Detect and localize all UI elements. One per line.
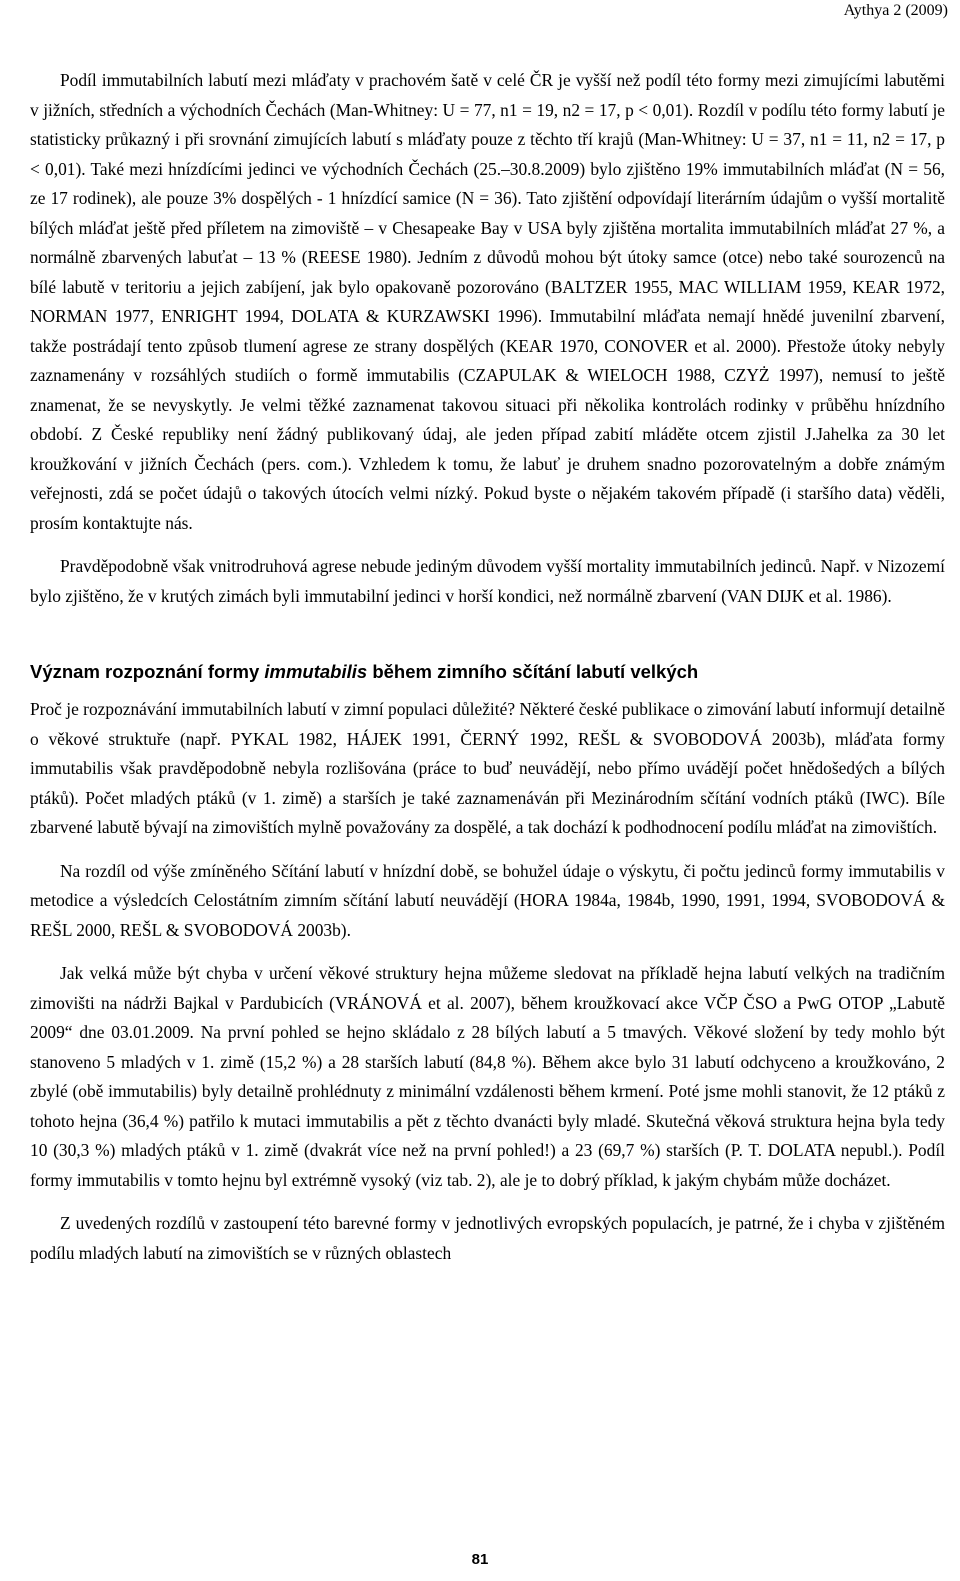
section-heading [30, 659, 945, 685]
paragraph-6: Z uvedených rozdílů v zastoupení této barevné formy v jednotlivých evropských populacích, je patrné, že i chyba v zjištěném podílu mladých labutí na zimovištích se v různých oblastech [30, 1213, 945, 1263]
paragraph-1: Podíl immutabilních labutí mezi mláďaty v prachovém šatě v celé ČR je vyšší než podíl této formy mezi zimujícími labutěmi v jižních, středních a východních Čechách (Man-Whitney: U = 77, n1 = 19, n2 = 17, p < 0,01). Rozdíl v podílu této formy labutí je statisticky průkazný i při srovnání zimujících labutí s mláďaty pouze z těchto tří krajů (Man-Whitney: U = 37, n1 = 11, n2 = 17, p < 0,01). Také mezi hnízdícími jedinci ve východních Čechách (25.–30.8.2009) bylo zjištěno 19% immutabilních mláďat (N = 56, ze 17 rodinek), ale pouze 3% dospělých - 1 hnízdící samice (N = 36). Tato zjištění odpovídají literárním údajům o vyšší mortalitě bílých mláďat ještě před příletem na zimoviště – v Chesapeake Bay v USA byly zjištěna mortalita immutabilních mláďat 27 %, a normálně zbarvených labuťat – 13 % (REESE 1980). Jedním z důvodů mohou být útoky samce (otce) nebo také sourozenců na bílé labutě v teritoriu a jejich zabíjení, jak bylo opakovaně pozorováno (BALTZER 1955, MAC WILLIAM 1959, KEAR 1972, NORMAN 1977, ENRIGHT 1994, DOLATA & KURZAWSKI 1996). Immutabilní mláďata nemají hnědé juvenilní zbarvení, takže postrádají tento způsob tlumení agrese ze strany dospělých (KEAR 1970, CONOVER et al. 2000). Přestože útoky nebyly zaznamenány v rozsáhlých studiích o formě immutabilis (CZAPULAK & WIELOCH 1988, CZYŻ 1997), nemusí to ještě znamenat, že se nevyskytly. Je velmi těžké zaznamenat takovou situaci při několika kontrolách rodinky v průběhu hnízdního období. Z České republiky není žádný publikovaný údaj, ale jeden případ zabití mláděte otcem zjistil J.Jahelka za 30 let kroužkování v jižních Čechách (pers. com.). Vzhledem k tomu, že labuť je druhem snadno pozorovatelným a dobře známým veřejnosti, zdá se počet údajů o takových útocích velmi nízký. Pokud byste o nějakém takovém případě (i staršího data) věděli, prosím kontaktujte nás. [30, 70, 945, 533]
paragraph-5: Jak velká může být chyba v určení věkové struktury hejna můžeme sledovat na příkladě hejna labutí velkých na tradičním zimovišti na nádrži Bajkal v Pardubicích (VRÁNOVÁ et al. 2007), během kroužkovací akce VČP ČSO a PwG OTOP „Labutě 2009“ dne 03.01.2009. Na první pohled se hejno skládalo z 28 bílých labutí a 5 tmavých. Věkové složení by tedy mohlo být stanoveno 5 mladých v 1. zimě (15,2 %) a 28 starších labutí (84,8 %). Během akce bylo 31 labutí odchyceno a kroužkováno, 2 zbylé (obě immutabilis) byly detailně prohlédnuty z minimální vzdálenosti během krmení. Poté jsme mohli stanovit, že 12 ptáků z tohoto hejna (36,4 %) patřilo k mutaci immutabilis a pět z těchto dvanácti byly mladé. Skutečná věková struktura hejna byla tedy 10 (30,3 %) mladých ptáků v 1. zimě (dvakrát více než na první pohled!) a 23 (69,7 %) starších (P. T. DOLATA nepubl.). Podíl formy immutabilis v tomto hejnu byl extrémně vysoký (viz tab. 2), ale je to dobrý příklad, k jakým chybám může docházet. [30, 963, 945, 1190]
article-body [30, 66, 945, 1268]
paragraph-4: Na rozdíl od výše zmíněného Sčítání labutí v hnízdní době, se bohužel údaje o výskytu, či počtu jedinců formy immutabilis v metodice a výsledcích Celostátním zimním sčítání labutí neuvádějí (HORA 1984a, 1984b, 1990, 1991, 1994, SVOBODOVÁ & REŠL 2000, REŠL & SVOBODOVÁ 2003b). [30, 860, 945, 940]
section-heading-start: Význam rozpoznání formy [30, 661, 265, 682]
paragraph-3: Proč je rozpoznávání immutabilních labutí v zimní populaci důležité? Některé české publikace o zimování labutí informují detailně o věkové struktuře (např. PYKAL 1982, HÁJEK 1991, ČERNÝ 1992, REŠL & SVOBODOVÁ 2003b), mláďata formy immutabilis však pravděpodobně nebyla rozlišována (práce to buď neuvádějí, nebo přímo uvádějí počet hnědošedých a bílých ptáků). Počet mladých ptáků (v 1. zimě) a starších je také zaznamenáván při Mezinárodním sčítání vodních ptáků (IWC). Bíle zbarvené labutě bývají na zimovištích mylně považovány za dospělé, a tak dochází k podhodnocení podílu mláďat na zimovištích. [30, 699, 945, 837]
page-number: 81 [471, 1551, 489, 1568]
paragraph-2: Pravděpodobně však vnitrodruhová agrese nebude jediným důvodem vyšší mortality immutabilních jedinců. Např. v Nizozemí bylo zjištěno, že v krutých zimách byli immutabilní jedinci v horší kondici, než normálně zbarvení (VAN DIJK et al. 1986). [30, 556, 945, 606]
section-heading-end: během zimního sčítání labutí velkých [367, 661, 699, 682]
running-title: Aythya 2 (2009) [843, 2, 948, 19]
section-heading-italic: immutabilis [264, 661, 368, 682]
